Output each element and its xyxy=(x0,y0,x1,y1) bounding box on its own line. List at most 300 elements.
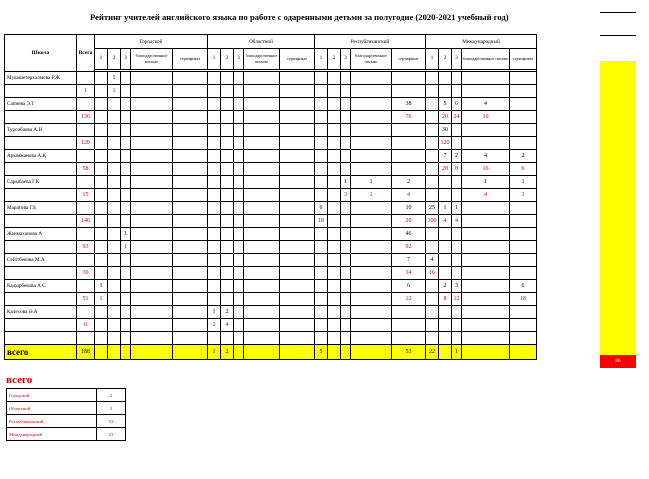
award-cell xyxy=(439,306,452,319)
award-cell xyxy=(462,241,510,254)
award-cell xyxy=(328,124,341,137)
award-cell xyxy=(452,254,462,267)
award-cell xyxy=(121,150,131,163)
award-cell xyxy=(328,111,341,124)
award-cell xyxy=(221,332,234,345)
award-cell xyxy=(328,345,341,360)
summary-level-value: 23 xyxy=(97,428,126,441)
award-cell xyxy=(452,332,462,345)
award-cell xyxy=(244,124,280,137)
award-cell: 1 xyxy=(351,189,392,202)
award-cell xyxy=(439,241,452,254)
award-cell xyxy=(351,137,392,150)
award-cell xyxy=(462,137,510,150)
row-total: 51 xyxy=(77,293,95,306)
award-cell: 10 xyxy=(392,202,426,215)
subheader-place: 1 xyxy=(426,49,439,70)
award-cell xyxy=(121,293,131,306)
award-cell: 28 xyxy=(439,163,452,176)
award-cell xyxy=(234,241,244,254)
award-cell xyxy=(234,98,244,111)
award-cell: 24 xyxy=(452,111,462,124)
award-cell xyxy=(328,332,341,345)
award-cell xyxy=(221,176,234,189)
award-cell xyxy=(244,267,280,280)
award-cell xyxy=(328,98,341,111)
award-cell xyxy=(315,306,328,319)
award-cell: 7 xyxy=(392,254,426,267)
award-cell xyxy=(315,228,328,241)
award-cell xyxy=(328,254,341,267)
award-cell: 2 xyxy=(439,280,452,293)
award-cell xyxy=(121,267,131,280)
award-cell xyxy=(173,189,208,202)
award-cell: 4 xyxy=(452,215,462,228)
award-cell xyxy=(244,72,280,85)
award-cell xyxy=(439,345,452,360)
award-cell xyxy=(351,345,392,360)
award-cell xyxy=(95,267,108,280)
award-cell xyxy=(351,332,392,345)
award-cell xyxy=(439,176,452,189)
table-row xyxy=(5,85,537,98)
award-cell xyxy=(244,215,280,228)
award-cell xyxy=(234,280,244,293)
award-cell xyxy=(234,332,244,345)
award-cell xyxy=(452,137,462,150)
award-cell xyxy=(244,254,280,267)
award-cell xyxy=(208,163,221,176)
award-cell xyxy=(108,319,121,332)
award-cell: 4 xyxy=(462,150,510,163)
award-cell xyxy=(452,176,462,189)
award-cell xyxy=(462,215,510,228)
award-cell xyxy=(280,124,315,137)
award-cell xyxy=(234,345,244,360)
award-cell xyxy=(131,293,173,306)
award-cell xyxy=(510,137,537,150)
award-cell xyxy=(121,124,131,137)
award-cell xyxy=(131,150,173,163)
award-cell xyxy=(351,254,392,267)
award-cell xyxy=(439,189,452,202)
award-cell xyxy=(510,202,537,215)
award-cell xyxy=(510,111,537,124)
award-cell xyxy=(341,202,351,215)
award-cell xyxy=(280,280,315,293)
award-cell: 20 xyxy=(439,111,452,124)
award-cell xyxy=(426,306,439,319)
award-cell: 6 xyxy=(392,280,426,293)
award-cell xyxy=(341,293,351,306)
award-cell xyxy=(95,72,108,85)
award-cell xyxy=(244,228,280,241)
award-cell xyxy=(341,345,351,360)
award-cell xyxy=(173,137,208,150)
table-row xyxy=(5,176,537,189)
award-cell xyxy=(173,72,208,85)
award-cell xyxy=(510,85,537,98)
teacher-name: Сейітбекова М.А xyxy=(5,254,77,267)
award-cell xyxy=(108,241,121,254)
total-label: всего xyxy=(5,345,77,360)
award-cell xyxy=(121,306,131,319)
row-total: 6 xyxy=(77,319,95,332)
award-cell xyxy=(328,150,341,163)
award-cell xyxy=(221,137,234,150)
summary-row xyxy=(7,415,126,428)
header-school: Школа xyxy=(5,35,77,72)
award-cell xyxy=(426,241,439,254)
rating-table xyxy=(4,34,537,360)
row-total xyxy=(77,280,95,293)
award-cell xyxy=(95,215,108,228)
award-cell xyxy=(315,332,328,345)
award-cell xyxy=(280,306,315,319)
award-cell xyxy=(392,85,426,98)
award-cell xyxy=(131,228,173,241)
award-cell xyxy=(341,319,351,332)
award-cell xyxy=(234,176,244,189)
award-cell xyxy=(351,124,392,137)
award-cell xyxy=(351,163,392,176)
award-cell xyxy=(439,85,452,98)
award-cell xyxy=(131,215,173,228)
award-cell xyxy=(173,176,208,189)
table-row xyxy=(5,241,537,254)
award-cell xyxy=(95,254,108,267)
award-cell xyxy=(341,306,351,319)
award-cell xyxy=(328,228,341,241)
award-cell xyxy=(341,267,351,280)
teacher-name: Мукашетерхалмова Р.Ж xyxy=(5,72,77,85)
page-title: Рейтинг учителей английского языка по работе с одаренными детьми за полугодие (2020-2021 учебный год) xyxy=(90,12,509,22)
award-cell xyxy=(131,189,173,202)
award-cell xyxy=(221,111,234,124)
row-total: 136 xyxy=(77,111,95,124)
award-cell: 4 xyxy=(462,189,510,202)
award-cell xyxy=(108,98,121,111)
award-cell xyxy=(234,254,244,267)
award-cell xyxy=(221,293,234,306)
table-row xyxy=(5,280,537,293)
award-cell xyxy=(131,241,173,254)
teacher-name: Сапиева Э.Т xyxy=(5,98,77,111)
award-cell xyxy=(280,98,315,111)
award-cell xyxy=(328,176,341,189)
award-cell xyxy=(121,98,131,111)
award-cell: 20 xyxy=(392,215,426,228)
award-cell xyxy=(131,202,173,215)
award-cell xyxy=(95,228,108,241)
award-cell: 6 xyxy=(510,280,537,293)
award-cell xyxy=(221,98,234,111)
award-cell xyxy=(131,124,173,137)
award-cell xyxy=(244,293,280,306)
award-cell xyxy=(234,137,244,150)
award-cell xyxy=(426,163,439,176)
award-cell: 38 xyxy=(392,98,426,111)
award-cell xyxy=(208,189,221,202)
award-cell xyxy=(315,280,328,293)
row-total: 58 xyxy=(77,163,95,176)
award-cell: 53 xyxy=(392,345,426,360)
row-total: 188 xyxy=(77,345,95,360)
summary-level-label: Областной xyxy=(7,402,97,415)
award-cell xyxy=(208,111,221,124)
summary-level-value: 53 xyxy=(97,415,126,428)
award-cell xyxy=(221,72,234,85)
award-cell xyxy=(510,306,537,319)
award-cell xyxy=(439,267,452,280)
award-cell: 2 xyxy=(510,150,537,163)
teacher-name xyxy=(5,189,77,202)
award-cell: 92 xyxy=(392,241,426,254)
award-cell xyxy=(341,111,351,124)
award-cell xyxy=(328,306,341,319)
award-cell xyxy=(108,189,121,202)
teacher-name xyxy=(5,85,77,98)
award-cell: 4 xyxy=(221,319,234,332)
award-cell xyxy=(328,293,341,306)
award-cell xyxy=(95,189,108,202)
award-cell xyxy=(244,345,280,360)
award-cell xyxy=(315,124,328,137)
table-row xyxy=(5,215,537,228)
teacher-name: Жанмаханова А xyxy=(5,228,77,241)
award-cell: 1 xyxy=(208,345,221,360)
award-cell xyxy=(280,293,315,306)
award-cell xyxy=(341,72,351,85)
award-cell xyxy=(108,124,121,137)
award-cell xyxy=(426,293,439,306)
award-cell xyxy=(173,85,208,98)
award-cell xyxy=(328,241,341,254)
award-cell xyxy=(131,98,173,111)
award-cell xyxy=(95,111,108,124)
award-cell xyxy=(131,280,173,293)
award-cell xyxy=(315,72,328,85)
award-cell xyxy=(280,267,315,280)
award-cell xyxy=(121,176,131,189)
award-cell xyxy=(108,150,121,163)
header-level-city: Городской xyxy=(95,35,208,49)
award-cell xyxy=(221,215,234,228)
award-cell xyxy=(121,345,131,360)
row-total xyxy=(77,150,95,163)
award-cell xyxy=(121,72,131,85)
award-cell xyxy=(452,72,462,85)
award-cell xyxy=(234,189,244,202)
award-cell xyxy=(452,267,462,280)
subheader-letter: благодарственное письмо xyxy=(462,49,510,70)
award-cell xyxy=(328,72,341,85)
award-cell xyxy=(426,332,439,345)
award-cell xyxy=(221,163,234,176)
table-row xyxy=(5,306,537,319)
award-cell xyxy=(328,280,341,293)
award-cell xyxy=(173,319,208,332)
award-cell xyxy=(244,332,280,345)
award-cell xyxy=(131,111,173,124)
award-cell: 1 xyxy=(121,228,131,241)
award-cell xyxy=(341,280,351,293)
award-cell: 4 xyxy=(462,98,510,111)
award-cell xyxy=(341,98,351,111)
award-cell xyxy=(341,163,351,176)
award-cell: 25 xyxy=(426,202,439,215)
award-cell xyxy=(208,228,221,241)
award-cell xyxy=(221,267,234,280)
award-cell xyxy=(131,137,173,150)
subheader-certificate: сертификат xyxy=(280,49,315,70)
award-cell xyxy=(280,72,315,85)
award-cell xyxy=(280,111,315,124)
row-total xyxy=(77,228,95,241)
award-cell xyxy=(280,202,315,215)
award-cell: 1 xyxy=(108,72,121,85)
award-cell xyxy=(244,241,280,254)
row-total: 1 xyxy=(77,85,95,98)
award-cell xyxy=(244,111,280,124)
award-cell: 1 xyxy=(341,176,351,189)
award-cell xyxy=(280,189,315,202)
award-cell xyxy=(95,345,108,360)
subheader-place: 2 xyxy=(439,49,452,70)
award-cell xyxy=(108,306,121,319)
award-cell xyxy=(108,228,121,241)
award-cell: 16 xyxy=(462,111,510,124)
subheader-place: 1 xyxy=(208,49,221,70)
award-cell xyxy=(328,215,341,228)
award-cell xyxy=(426,98,439,111)
award-cell xyxy=(95,306,108,319)
award-cell xyxy=(315,150,328,163)
award-cell xyxy=(510,124,537,137)
award-cell xyxy=(510,215,537,228)
award-cell xyxy=(452,306,462,319)
award-cell xyxy=(280,163,315,176)
award-cell xyxy=(280,319,315,332)
award-cell: 46 xyxy=(392,228,426,241)
award-cell xyxy=(280,241,315,254)
subheader-letter: благодарственное письмо xyxy=(244,49,280,70)
award-cell: 14 xyxy=(392,267,426,280)
award-cell xyxy=(280,228,315,241)
award-cell xyxy=(462,306,510,319)
award-cell xyxy=(452,228,462,241)
teacher-name: Қалесова Ә.А xyxy=(5,306,77,319)
award-cell xyxy=(173,306,208,319)
subheader-certificate: сертификат xyxy=(173,49,208,70)
award-cell xyxy=(108,293,121,306)
teacher-name xyxy=(5,293,77,306)
award-cell xyxy=(280,176,315,189)
award-cell xyxy=(439,72,452,85)
award-cell: 1 xyxy=(95,280,108,293)
award-cell xyxy=(328,85,341,98)
award-cell xyxy=(131,267,173,280)
teacher-name xyxy=(5,332,77,345)
award-cell: 6 xyxy=(315,202,328,215)
table-row xyxy=(5,98,537,111)
award-cell xyxy=(351,293,392,306)
highlight-column xyxy=(600,61,636,355)
award-cell xyxy=(234,306,244,319)
table-row xyxy=(5,332,537,345)
award-cell xyxy=(341,124,351,137)
award-cell xyxy=(280,254,315,267)
award-cell xyxy=(439,319,452,332)
award-cell xyxy=(280,332,315,345)
award-cell xyxy=(452,241,462,254)
award-cell xyxy=(173,293,208,306)
award-cell xyxy=(234,111,244,124)
row-total xyxy=(77,332,95,345)
subheader-place: 1 xyxy=(95,49,108,70)
award-cell xyxy=(462,72,510,85)
award-cell xyxy=(173,241,208,254)
award-cell xyxy=(121,85,131,98)
award-cell xyxy=(351,72,392,85)
award-cell xyxy=(95,124,108,137)
award-cell xyxy=(244,202,280,215)
award-cell xyxy=(221,85,234,98)
award-cell xyxy=(173,202,208,215)
award-cell xyxy=(173,124,208,137)
award-cell xyxy=(351,98,392,111)
award-cell xyxy=(208,124,221,137)
award-cell xyxy=(173,111,208,124)
award-cell: 6 xyxy=(452,98,462,111)
award-cell xyxy=(315,85,328,98)
award-cell xyxy=(315,98,328,111)
award-cell xyxy=(173,150,208,163)
award-cell xyxy=(392,137,426,150)
award-cell xyxy=(341,150,351,163)
award-cell: 1 xyxy=(351,176,392,189)
award-cell xyxy=(315,137,328,150)
award-cell xyxy=(108,111,121,124)
award-cell xyxy=(208,137,221,150)
subheader-certificate: сертификат xyxy=(510,49,537,70)
award-cell: 4 xyxy=(426,254,439,267)
row-total: 15 xyxy=(77,189,95,202)
award-cell xyxy=(315,111,328,124)
award-cell: 12 xyxy=(392,293,426,306)
award-cell xyxy=(131,163,173,176)
award-cell: 7 xyxy=(439,150,452,163)
award-cell xyxy=(108,254,121,267)
award-cell xyxy=(426,85,439,98)
award-cell xyxy=(439,254,452,267)
award-cell xyxy=(351,150,392,163)
award-cell xyxy=(244,280,280,293)
award-cell xyxy=(234,228,244,241)
award-cell xyxy=(510,254,537,267)
teacher-name: Сарыбаева Г.К xyxy=(5,176,77,189)
award-cell xyxy=(462,267,510,280)
award-cell: 2 xyxy=(221,306,234,319)
award-cell xyxy=(392,72,426,85)
header-level-republic: Республиканский xyxy=(315,35,426,49)
total-row xyxy=(5,345,537,360)
award-cell xyxy=(131,332,173,345)
summary-row xyxy=(7,428,126,441)
award-cell xyxy=(173,163,208,176)
award-cell xyxy=(392,124,426,137)
award-cell xyxy=(244,319,280,332)
